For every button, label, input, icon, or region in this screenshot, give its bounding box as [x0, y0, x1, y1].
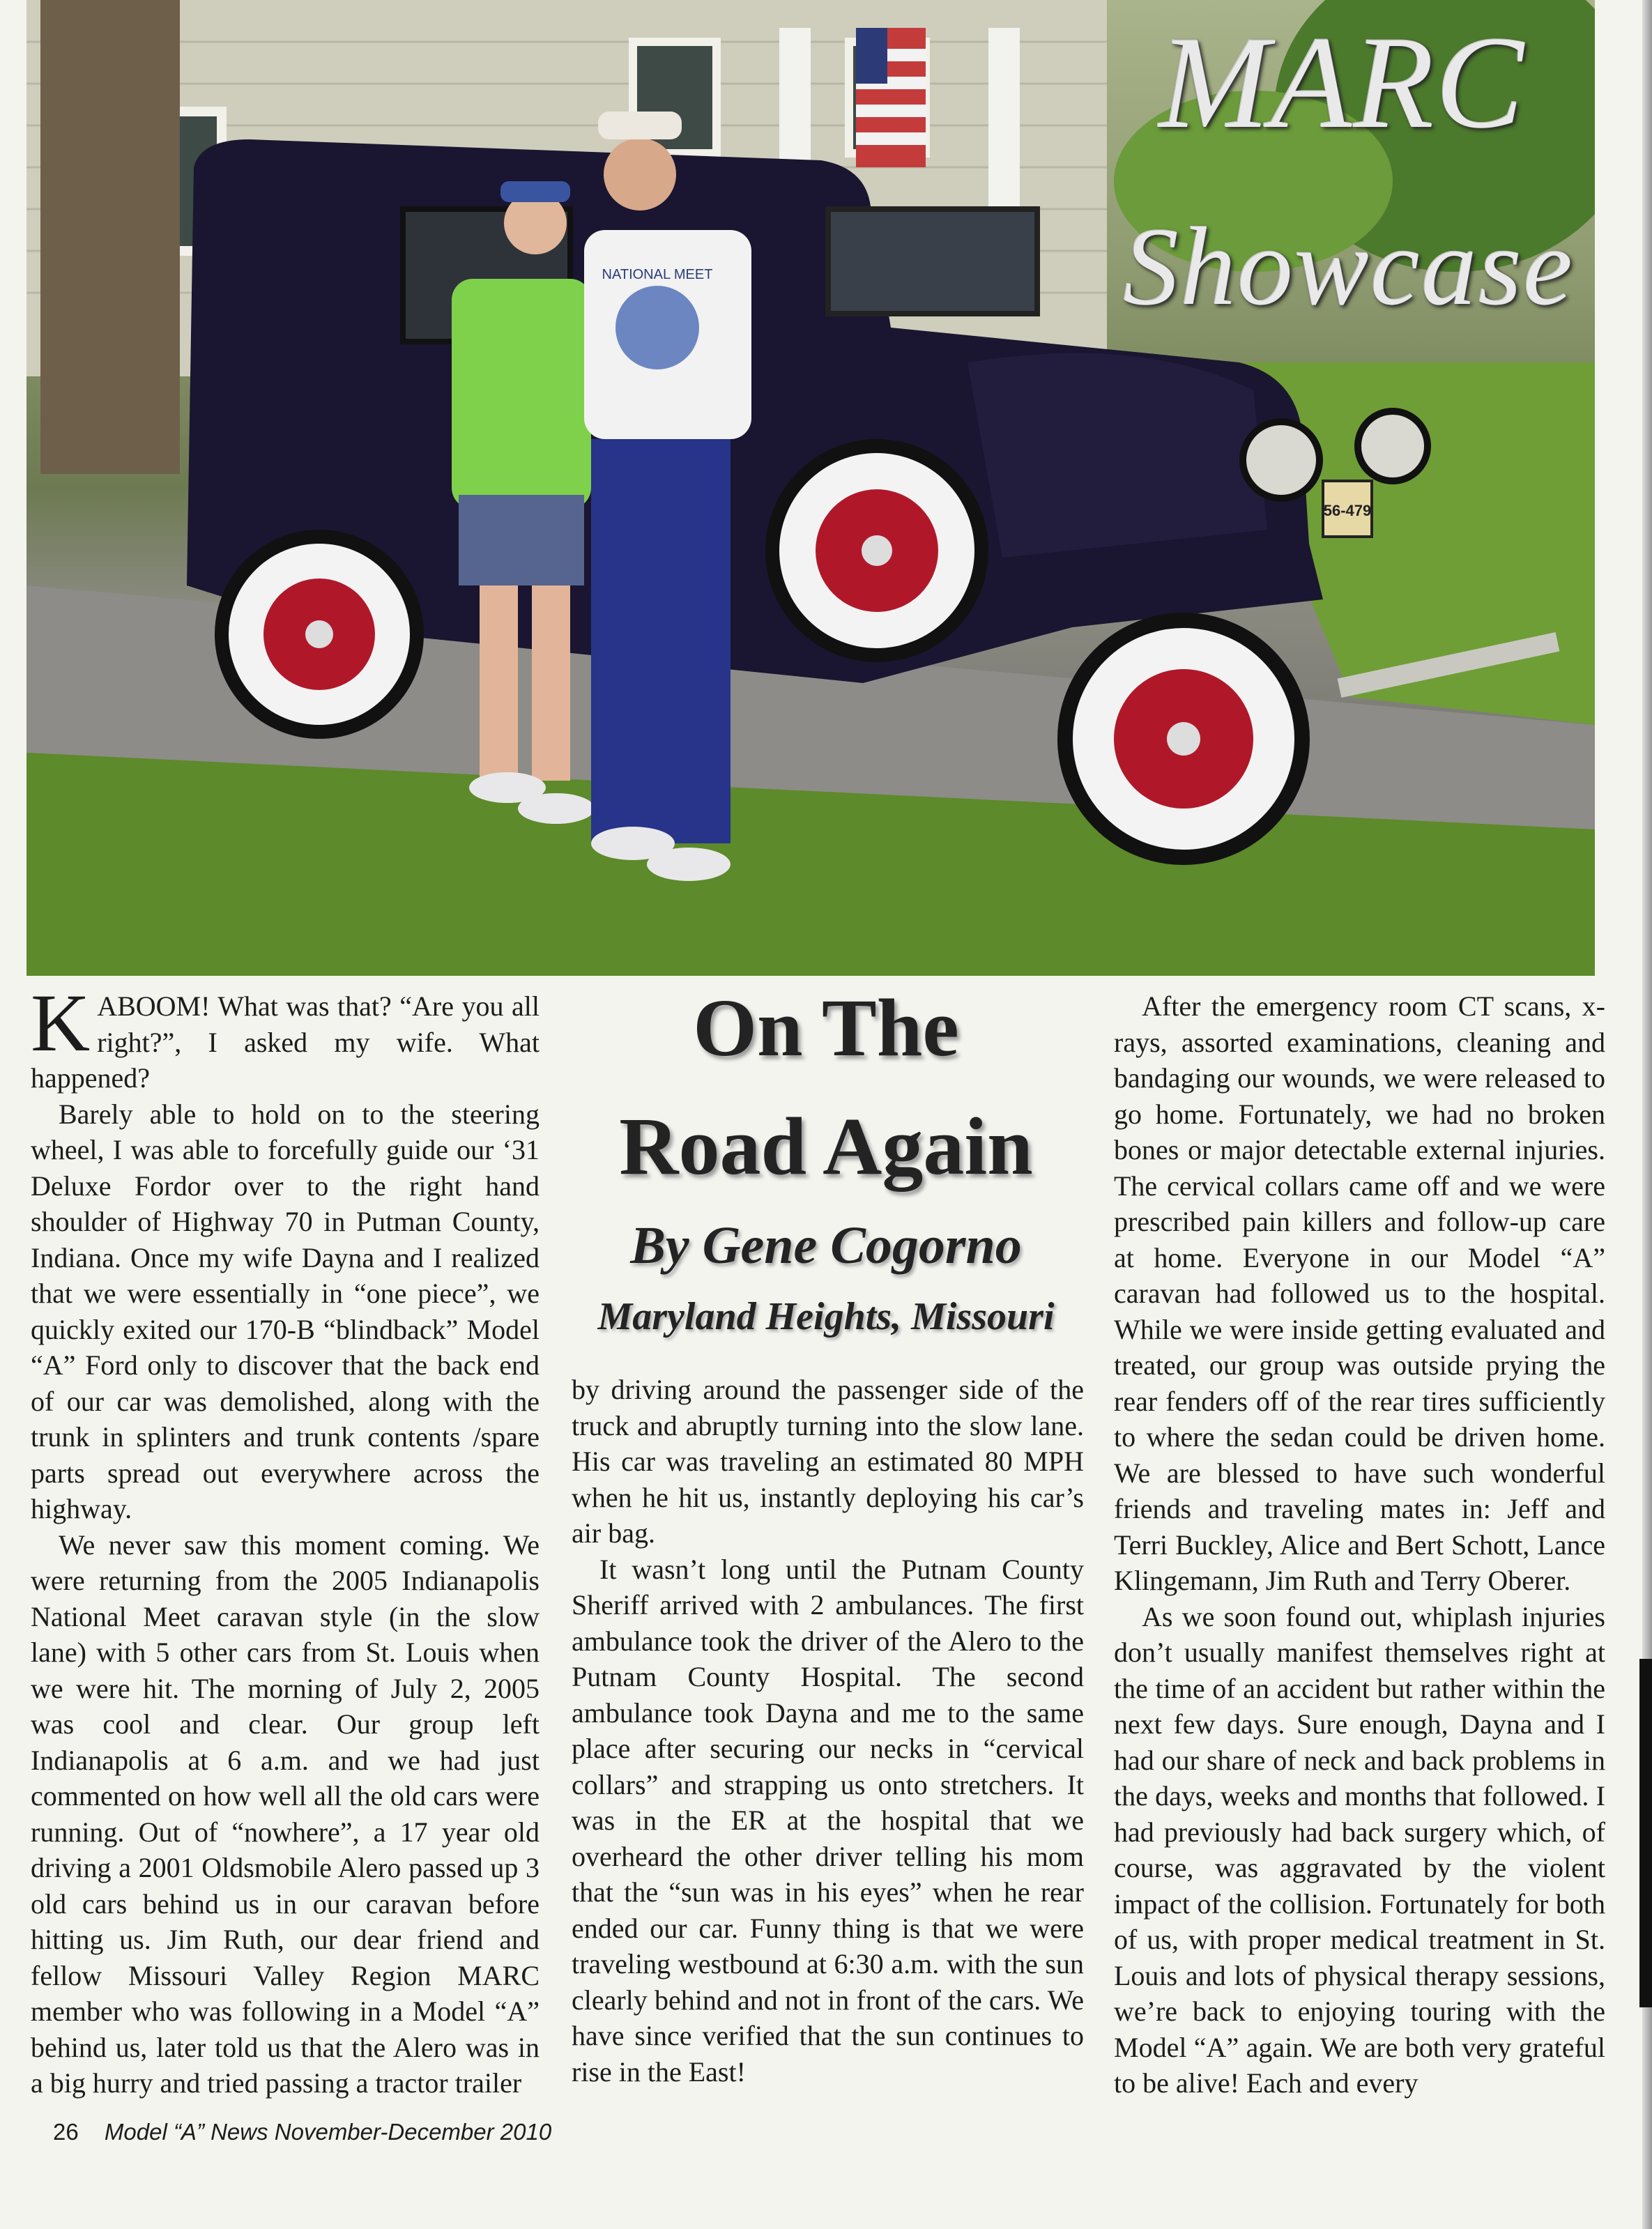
license-plate-text: 56-479 — [1323, 502, 1372, 519]
article-paragraph: We never saw this moment coming. We were returning from the 2005 Indianapolis National Meet caravan style (in the slow lane) with 5 other cars from St. Louis when we were hit. The morning of July 2, 2005 was cool and clear. Our group left Indianapolis at 6 a.m. and we had just commented on how well all the old cars were running. Out of “nowhere”, a 17 year old driving a 2001 Oldsmobile Alero passed up 3 old cars behind us in our caravan before hitting us. Jim Ruth, our dear friend and fellow Missouri Valley Region MARC member who was following in a Model “A” behind us, later told us that the Alero was in a big hurry and tried passing a tractor trailer — [31, 1529, 540, 2099]
article-paragraph: by driving around the passenger side of the truck and abruptly turning into the slow lane. His car was traveling an estimated 80 MPH when he hit us, instantly deploying his car’s air bag. — [572, 1374, 1084, 1549]
banner-showcase: Showcase — [1122, 204, 1574, 328]
rear-wheel-cap — [305, 620, 333, 648]
article-column-left — [31, 977, 540, 2101]
author-location: Maryland Heights, Missouri — [597, 1295, 1055, 1338]
article-paragraph: It wasn’t long until the Putnam County Sheriff arrived with 2 ambulances. The first ambulance took the driver of the Alero to the Putnam County Hospital. The second ambulance took Dayna and me to the same place after securing our necks in “cervical collars” and strapping us onto stretchers. It was in the ER at the hospital that we overheard the other driver telling his mom that the “sun was in his eyes” when he rear ended our car. Funny thing is that we were traveling westbound at 6:30 a.m. with the sun clearly behind and not in front of the cars. We have since verified that the sun continues to rise in the East! — [572, 1553, 1084, 2088]
drop-cap: K — [31, 977, 91, 1068]
car-headlight-right — [1358, 411, 1428, 481]
article-paragraph: After the emergency room CT scans, x-rays, assorted examinations, cleaning and bandaging our wounds, we were released to go home. Fortunately, we had no broken bones or major detectable external injuries. The cervical collars came off and we were prescribed pain killers and follow-up care at home. Everyone in our Model “A” caravan had followed us to the hospital. While we were inside getting evaluated and treated, our group was outside prying the rear fenders off of the rear tires sufficiently to where the sedan could be driven home. We are blessed to have such wonderful friends and traveling mates in: Jeff and Terri Buckley, Alice and Bert Schott, Lance Klingemann, Jim Ruth and Terry Oberer. — [1114, 990, 1605, 1596]
page-footer — [53, 2119, 551, 2145]
american-flag — [856, 28, 926, 167]
banner-marc: MARC — [1158, 10, 1525, 156]
car-windshield — [828, 209, 1037, 314]
publication-name: Model “A” News November-December 2010 — [104, 2119, 552, 2145]
article-title-line-1: On The — [693, 982, 959, 1073]
shirt-text: NATIONAL MEET — [602, 267, 713, 282]
article-column-middle — [572, 1372, 1084, 2090]
article-title-line-2: Road Again — [619, 1101, 1033, 1192]
cover-photo — [26, 0, 1595, 976]
car-hood — [968, 353, 1267, 558]
article-column-right — [1114, 988, 1605, 2101]
front-wheel-cap — [1167, 722, 1200, 756]
paragraph-text: ABOOM! What was that? “Are you all right?”, I asked my wife. What happened? — [31, 990, 540, 1094]
page-edge-mark — [1639, 1659, 1652, 2007]
spare-wheel-cap — [862, 535, 892, 566]
article-paragraph: As we soon found out, whiplash injuries don’t usually manifest themselves right at the time of an accident but rather within the next few days. Sure enough, Dayna and I had our share of neck and back problems in the days, weeks and months that followed. I had previously had back surgery which, of course, was aggravated by the violent impact of the collision. Fortunately for both of us, with proper medical treatment in St. Louis and lots of physical therapy sessions, we’re back to enjoying touring with the Model “A” again. We are both very grateful to be alive! Each and every — [1114, 1600, 1605, 2099]
article-paragraph: Barely able to hold on to the steering wheel, I was able to forcefully guide our ‘31 Deluxe Fordor over to the right hand shoulder of Highway 70 in Putman County, Indiana. Once my wife Dayna and I realized that we were essentially in “one piece”, we quickly exited our 170-B “blindback” Model “A” Ford only to discover that the back end of our car was demolished, along with the trunk in splinters and trunk contents /spare parts spread out everywhere across the highway. — [31, 1098, 540, 1524]
article-paragraph — [31, 977, 540, 1096]
page-number: 26 — [53, 2119, 79, 2145]
tree-trunk — [40, 0, 180, 474]
article-byline: By Gene Cogorno — [630, 1216, 1022, 1275]
article-title-block — [561, 983, 1091, 1339]
car-headlight-left — [1243, 422, 1320, 498]
